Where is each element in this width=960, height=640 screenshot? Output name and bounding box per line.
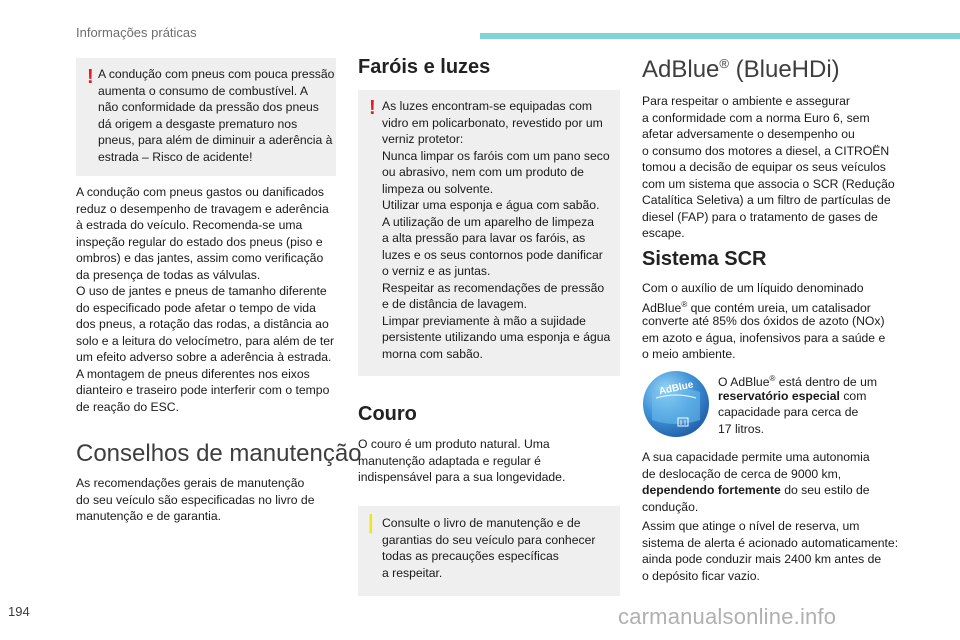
info-line: garantias do seu veículo para conhecer xyxy=(382,532,596,547)
text-line: um efeito adverso sobre a aderência à estrada. xyxy=(76,350,332,364)
text-line: manutenção adaptada e regular é xyxy=(358,453,541,468)
text-line: afetar adversamente o desempenho ou xyxy=(642,127,855,141)
lights-heading: Faróis e luzes xyxy=(358,56,491,78)
text-line: condução. xyxy=(642,499,699,514)
warning-line: a alta pressão para lavar os faróis, as xyxy=(382,231,586,245)
text-line: reservatório especial com xyxy=(718,388,867,403)
maintenance-heading: Conselhos de manutenção xyxy=(76,440,362,467)
info-line: todas as precauções específicas xyxy=(382,549,559,563)
warning-line: estrada – Risco de acidente! xyxy=(98,149,253,164)
text-line: do seu veículo são especificadas no livro de xyxy=(76,492,315,507)
text-line: o consumo dos motores a diesel, a CITROËN xyxy=(642,143,890,158)
text-line: com um sistema que associa o SCR (Redução xyxy=(642,176,895,191)
maintenance-info-box xyxy=(358,506,620,596)
text-line: capacidade para cerca de xyxy=(718,405,859,419)
info-line: Consulte o livro de manutenção e de xyxy=(382,516,581,530)
text-line: escape. xyxy=(642,226,685,240)
text-line: A sua capacidade permite uma autonomia xyxy=(642,450,870,464)
text-line: ombros) e das jantes, assim como verificação xyxy=(76,251,324,265)
svg-text:AdBlue: AdBlue xyxy=(657,379,695,398)
text-line: à estrada do veículo. Recomenda-se uma xyxy=(76,218,303,232)
page-header-title: Informações práticas xyxy=(76,25,197,40)
warning-line: verniz protetor: xyxy=(382,132,464,146)
text-line: O AdBlue® está dentro de um xyxy=(718,374,878,390)
text-line: O uso de jantes e pneus de tamanho diferente xyxy=(76,284,327,298)
page-number: 194 xyxy=(8,604,30,619)
text-line: de deslocação de cerca de 9000 km, xyxy=(642,466,842,481)
text-line: dos pneus, a rotação das rodas, a distância ao xyxy=(76,317,329,331)
warning-line: ou abrasivo, nem com um produto de xyxy=(382,165,584,179)
warning-line: não conformidade da pressão dos pneus xyxy=(98,100,319,114)
warning-line: limpeza ou solvente. xyxy=(382,181,494,196)
text-line: Com o auxílio de um líquido denominado xyxy=(642,281,864,295)
lights-warning-box xyxy=(358,90,620,376)
text-line: em azoto e água, inofensivos para a saúde e xyxy=(642,330,886,345)
warning-line: As luzes encontram-se equipadas com xyxy=(382,99,593,113)
adblue-tank-icon xyxy=(642,370,710,438)
warning-line: Respeitar as recomendações de pressão xyxy=(382,280,605,295)
warning-line: A condução com pneus com pouca pressão xyxy=(98,67,335,81)
text-line: da presença de todas as válvulas. xyxy=(76,267,261,282)
text-line: dependendo fortemente do seu estilo de xyxy=(642,483,870,497)
text-line: reduz o desempenho de travagem e aderência xyxy=(76,201,329,216)
warning-line: A utilização de um aparelho de limpeza xyxy=(382,214,595,229)
warning-line: Utilizar uma esponja e água com sabão. xyxy=(382,198,600,212)
text-line: o depósito ficar vazio. xyxy=(642,568,760,583)
text-line: inspeção regular do estado dos pneus (piso e xyxy=(76,234,323,249)
warning-line: dá origem a desgaste prematuro nos xyxy=(98,116,298,131)
info-bar-icon: | xyxy=(368,512,374,534)
text-line: As recomendações gerais de manutenção xyxy=(76,476,305,490)
adblue-heading xyxy=(642,56,840,84)
text-line: tomou a decisão de equipar os seus veículos xyxy=(642,160,886,174)
text-line: Catalítica Seletiva) a um filtro de partículas de xyxy=(642,193,891,207)
site-watermark: carmanualsonline.info xyxy=(618,604,837,629)
tire-pressure-warning-box xyxy=(76,58,336,176)
warning-line: pneus, para além de diminuir a aderência à xyxy=(98,133,333,147)
warning-line: luzes e os seus contornos pode danificar xyxy=(382,247,603,262)
text-line: solo e a leitura do velocímetro, para além de ter xyxy=(76,333,335,348)
text-line: diesel (FAP) para o tratamento de gases de xyxy=(642,209,878,224)
header-accent-bar xyxy=(480,33,960,39)
text-line: de reação do ESC. xyxy=(76,399,179,414)
text-line: A montagem de pneus diferentes nos eixos xyxy=(76,366,310,381)
text-line: manutenção e de garantia. xyxy=(76,509,222,523)
text-line: O couro é um produto natural. Uma xyxy=(358,437,550,451)
registered-mark: ® xyxy=(719,56,729,71)
text-line: a conformidade com a norma Euro 6, sem xyxy=(642,110,870,125)
text-line: Assim que atinge o nível de reserva, um xyxy=(642,519,860,533)
warning-icon: ! xyxy=(87,66,94,88)
text-line: o meio ambiente. xyxy=(642,347,736,361)
warning-line: Limpar previamente à mão a sujidade xyxy=(382,313,586,328)
adblue-heading-text: AdBlue xyxy=(642,56,720,83)
warning-line: persistente utilizando uma esponja e água xyxy=(382,330,611,344)
warning-line: Nunca limpar os faróis com um pano seco xyxy=(382,148,610,163)
adblue-heading-rest: (BlueHDi) xyxy=(728,56,840,83)
warning-line: vidro em policarbonato, revestido por um xyxy=(382,115,603,130)
text-line: indispensável para a sua longevidade. xyxy=(358,470,566,484)
warning-line: morna com sabão. xyxy=(382,346,483,361)
warning-line: o verniz e as juntas. xyxy=(382,264,491,278)
warning-line: aumenta o consumo de combustível. A xyxy=(98,83,309,98)
text-line: dianteiro e traseiro pode interferir com o tempo xyxy=(76,383,330,397)
warning-icon: ! xyxy=(369,97,376,119)
warning-line: e de distância de lavagem. xyxy=(382,297,527,311)
text-line: 17 litros. xyxy=(718,421,765,436)
leather-heading: Couro xyxy=(358,403,417,425)
scr-heading: Sistema SCR xyxy=(642,248,767,270)
text-line: A condução com pneus gastos ou danificados xyxy=(76,185,324,199)
text-line: Para respeitar o ambiente e assegurar xyxy=(642,94,850,108)
text-line: converte até 85% dos óxidos de azoto (NOx) xyxy=(642,314,885,328)
text-line: AdBlue® que contém ureia, um catalisador xyxy=(642,299,871,315)
text-line: do especificado pode afetar o tempo de vida xyxy=(76,300,316,315)
info-line: a respeitar. xyxy=(382,565,443,580)
text-line: sistema de alerta é acionado automaticamente: xyxy=(642,535,899,550)
text-line: ainda pode conduzir mais 2400 km antes de xyxy=(642,552,882,566)
